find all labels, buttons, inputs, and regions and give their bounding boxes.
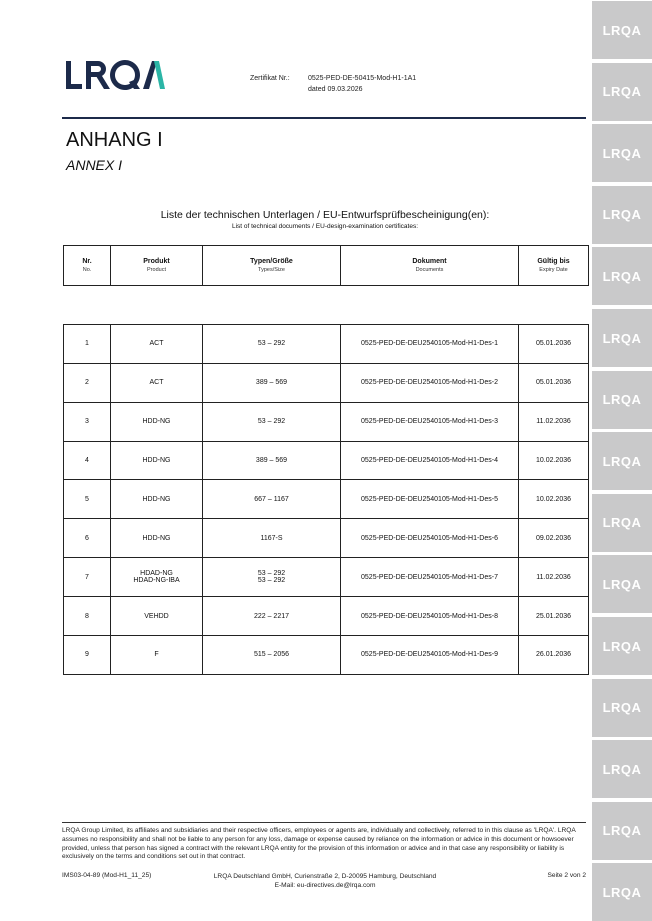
col-header-nr: Nr. No. — [64, 246, 111, 286]
cell-nr: 3 — [64, 402, 111, 441]
sidebar-logo-tile: LRQA — [592, 371, 652, 429]
cell-document: 0525-PED-DE-DEU2540105-Mod-H1-Des-6 — [341, 519, 519, 558]
cell-nr: 9 — [64, 636, 111, 675]
page-subtitle: ANNEX I — [66, 157, 123, 173]
header-divider — [62, 117, 586, 119]
cell-document: 0525-PED-DE-DEU2540105-Mod-H1-Des-7 — [341, 558, 519, 597]
cell-product: HDD-NG — [111, 402, 203, 441]
cell-type: 1167-S — [203, 519, 341, 558]
cell-document: 0525-PED-DE-DEU2540105-Mod-H1-Des-8 — [341, 597, 519, 636]
list-subtitle: List of technical documents / EU-design-examination certificates: — [231, 223, 419, 230]
sidebar-logo-tile: LRQA — [592, 309, 652, 367]
table-row — [64, 324, 589, 363]
sidebar-logo-tile: LRQA — [592, 679, 652, 737]
cell-document: 0525-PED-DE-DEU2540105-Mod-H1-Des-3 — [341, 402, 519, 441]
table-header-gap — [64, 286, 589, 325]
cell-type: 222 – 2217 — [203, 597, 341, 636]
table-row — [64, 441, 589, 480]
cell-product: HDD-NG — [111, 480, 203, 519]
col-header-document: Dokument Documents — [341, 246, 519, 286]
table-row — [64, 519, 589, 558]
cell-nr: 8 — [64, 597, 111, 636]
cell-type: 389 – 569 — [203, 441, 341, 480]
list-title: Liste der technischen Unterlagen / EU-Entwurfsprüfbescheinigung(en): — [160, 209, 490, 221]
cell-document: 0525-PED-DE-DEU2540105-Mod-H1-Des-2 — [341, 363, 519, 402]
table-row — [64, 636, 589, 675]
cell-expiry: 10.02.2036 — [519, 480, 589, 519]
table-header-row — [64, 246, 589, 286]
lrqa-logo — [65, 58, 165, 94]
sidebar-logo-tile: LRQA — [592, 1, 652, 59]
sidebar-logo-tile: LRQA — [592, 124, 652, 182]
page-number: Seite 2 von 2 — [547, 872, 586, 879]
certificate-dated: dated 09.03.2026 — [308, 86, 363, 93]
cell-expiry: 11.02.2036 — [519, 402, 589, 441]
cell-product: VEHDD — [111, 597, 203, 636]
col-header-expiry: Gültig bis Expiry Date — [519, 246, 589, 286]
sidebar-logo-tile: LRQA — [592, 432, 652, 490]
cell-expiry: 10.02.2036 — [519, 441, 589, 480]
cell-expiry: 05.01.2036 — [519, 363, 589, 402]
cell-type: 53 – 292 — [203, 324, 341, 363]
certificate-label: Zertifikat Nr.: — [250, 75, 290, 82]
cell-product: HDD-NG — [111, 519, 203, 558]
sidebar-logo-tile: LRQA — [592, 555, 652, 613]
certificate-info — [250, 73, 416, 95]
footer-address: LRQA Deutschland GmbH, Curienstraße 2, D-20095 Hamburg, Deutschland — [213, 873, 437, 880]
footer-address-block — [190, 872, 460, 890]
table-row — [64, 597, 589, 636]
cell-document: 0525-PED-DE-DEU2540105-Mod-H1-Des-4 — [341, 441, 519, 480]
sidebar-logo-tile: LRQA — [592, 617, 652, 675]
page-title: ANHANG I — [66, 129, 163, 151]
sidebar-logo-tile: LRQA — [592, 802, 652, 860]
cell-product: HDD-NG — [111, 441, 203, 480]
certificate-number: 0525-PED-DE-50415-Mod-H1-1A1 — [308, 75, 417, 82]
sidebar-logo-tile: LRQA — [592, 740, 652, 798]
cell-nr: 4 — [64, 441, 111, 480]
cell-document: 0525-PED-DE-DEU2540105-Mod-H1-Des-1 — [341, 324, 519, 363]
cell-nr: 2 — [64, 363, 111, 402]
sidebar-logo-tile: LRQA — [592, 186, 652, 244]
cell-type: 53 – 292 — [203, 402, 341, 441]
cell-nr: 5 — [64, 480, 111, 519]
cell-product: F — [111, 636, 203, 675]
cell-nr: 7 — [64, 558, 111, 597]
cell-type: 667 – 1167 — [203, 480, 341, 519]
cell-document: 0525-PED-DE-DEU2540105-Mod-H1-Des-5 — [341, 480, 519, 519]
cell-type: 53 – 292 53 – 292 — [203, 558, 341, 597]
col-header-product: Produkt Product — [111, 246, 203, 286]
cell-nr: 6 — [64, 519, 111, 558]
sidebar-logo-tile: LRQA — [592, 247, 652, 305]
cell-expiry: 26.01.2036 — [519, 636, 589, 675]
col-header-type: Typen/Größe Types/Size — [203, 246, 341, 286]
table-row — [64, 558, 589, 597]
sidebar-brand-strip — [592, 0, 652, 917]
disclaimer-text: LRQA Group Limited, its affiliates and subsidiaries and their respective officers, employees or agents are, individually and collectively, referred to in this clause as 'LRQA'. LRQA assumes no responsibility and shall not be liable to any person for any loss, damage or expense caused by reliance on the information or advice in this document or howsoever provided, unless that person has signed a contract with the relevant LRQA entity for the provision of this information or advice and in that case any responsibility or liability is exclusively on the terms and conditions set out in that contract. — [62, 827, 576, 861]
cell-product: ACT — [111, 324, 203, 363]
footer-email: E-Mail: eu-directives.de@lrqa.com — [274, 882, 376, 889]
table-row — [64, 480, 589, 519]
documents-table — [63, 245, 589, 675]
cell-type: 389 – 569 — [203, 363, 341, 402]
cell-expiry: 25.01.2036 — [519, 597, 589, 636]
form-id: IMS03-04-89 (Mod-H1_11_25) — [62, 872, 152, 879]
cell-type: 515 – 2056 — [203, 636, 341, 675]
sidebar-logo-tile: LRQA — [592, 63, 652, 121]
cell-nr: 1 — [64, 324, 111, 363]
cell-expiry: 09.02.2036 — [519, 519, 589, 558]
cell-product: ACT — [111, 363, 203, 402]
cell-document: 0525-PED-DE-DEU2540105-Mod-H1-Des-9 — [341, 636, 519, 675]
table-row — [64, 402, 589, 441]
footer-divider — [62, 822, 586, 823]
cell-product: HDAD-NG HDAD-NG-IBA — [111, 558, 203, 597]
sidebar-logo-tile: LRQA — [592, 863, 652, 921]
table-row — [64, 363, 589, 402]
sidebar-logo-tile: LRQA — [592, 494, 652, 552]
cell-expiry: 05.01.2036 — [519, 324, 589, 363]
cell-expiry: 11.02.2036 — [519, 558, 589, 597]
